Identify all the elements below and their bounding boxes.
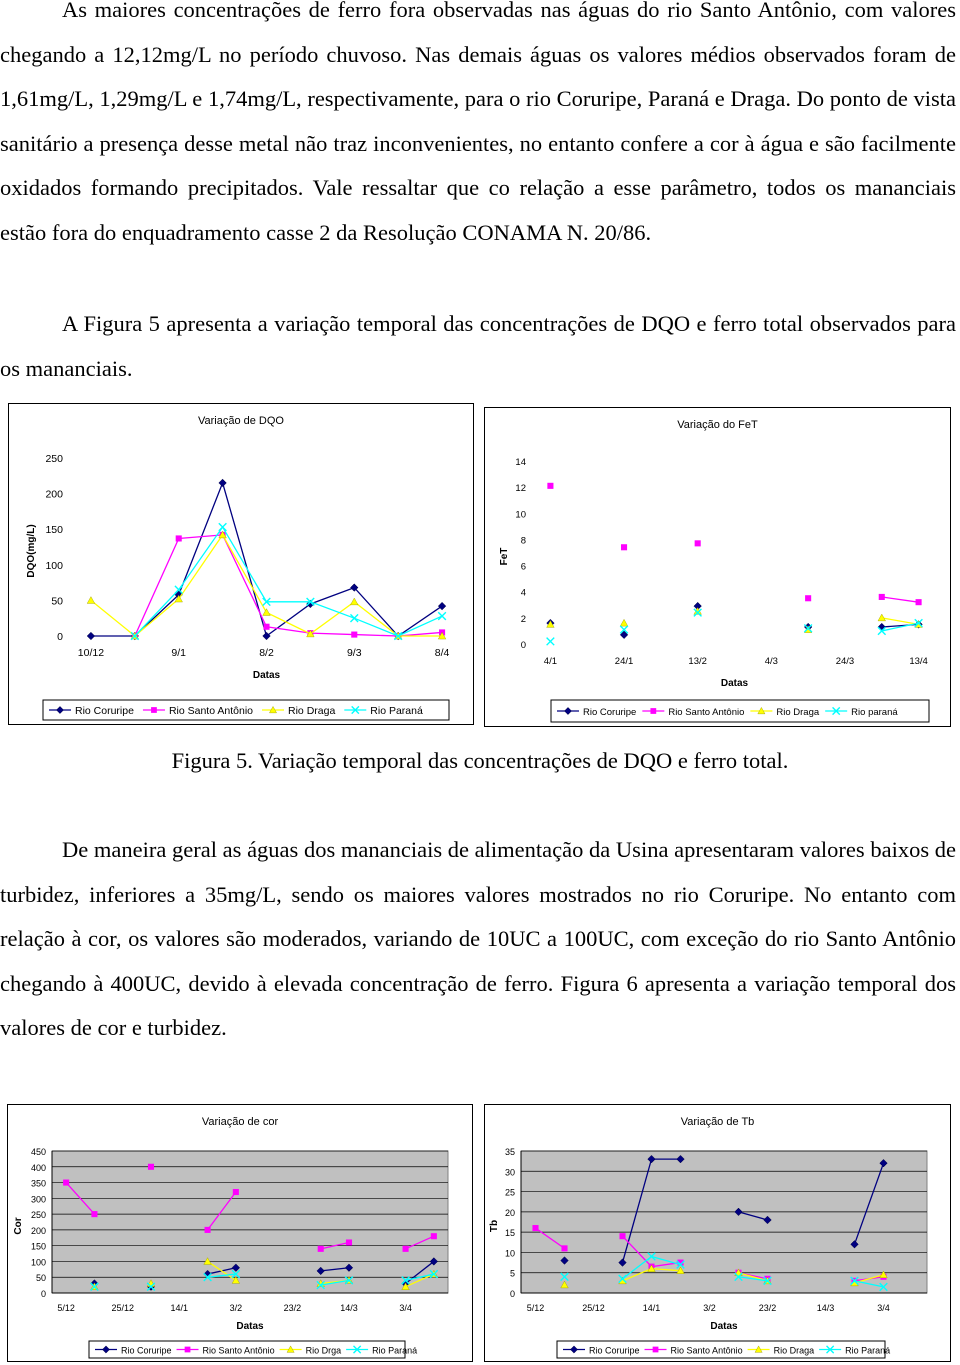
y-axis-label: FeT <box>499 547 510 566</box>
legend-label: Rio Coruripe <box>121 1345 172 1356</box>
x-tick-label: 23/2 <box>283 1303 302 1313</box>
data-point <box>233 1189 239 1195</box>
figure5-caption: Figura 5. Variação temporal das concentrações de DQO e ferro total. <box>171 748 789 773</box>
x-axis-label: Datas <box>720 678 749 689</box>
data-point <box>879 594 885 600</box>
data-point <box>351 632 357 638</box>
y-tick-label: 2 <box>520 613 526 625</box>
y-tick-label: 15 <box>504 1228 515 1239</box>
data-point <box>205 1227 211 1233</box>
y-tick-label: 150 <box>30 1241 46 1252</box>
chart-fet-svg <box>485 408 950 726</box>
chart-title: Variação de Tb <box>680 1116 755 1128</box>
y-axis-label: DQO(mg/L) <box>26 524 37 578</box>
data-point <box>350 614 358 622</box>
legend-marker <box>650 708 656 714</box>
y-tick-label: 200 <box>30 1225 46 1236</box>
x-tick-label: 3/4 <box>877 1303 890 1313</box>
y-tick-label: 0 <box>40 1289 46 1299</box>
y-tick-label: 30 <box>504 1167 515 1178</box>
chart-dqo-svg <box>9 404 473 724</box>
x-tick-label: 5/12 <box>526 1303 545 1313</box>
x-axis-label: Datas <box>252 670 281 681</box>
chart-tb-svg <box>485 1105 950 1361</box>
data-point <box>547 483 553 489</box>
legend-label: Rio paraná <box>851 707 898 718</box>
data-point <box>438 612 446 620</box>
x-tick-label: 24/3 <box>835 656 855 667</box>
legend-marker <box>185 1347 191 1353</box>
legend-label: Rio Coruripe <box>583 707 637 718</box>
y-tick-label: 5 <box>509 1268 515 1279</box>
plot-area <box>52 1151 448 1293</box>
y-tick-label: 20 <box>504 1207 515 1218</box>
y-tick-label: 10 <box>504 1248 515 1259</box>
y-tick-label: 450 <box>30 1147 46 1157</box>
data-point <box>219 479 227 487</box>
legend <box>551 700 929 722</box>
legend-label: Rio Santo Antônio <box>668 707 745 718</box>
data-point <box>91 1211 97 1217</box>
legend <box>89 1341 417 1358</box>
x-tick-label: 4/3 <box>764 656 778 667</box>
legend-label: Rio Paraná <box>370 705 423 717</box>
legend <box>43 700 449 720</box>
y-tick-label: 4 <box>520 587 526 599</box>
x-tick-label: 3/2 <box>703 1303 716 1313</box>
data-point <box>878 614 886 621</box>
chart-tb <box>484 1104 951 1362</box>
data-point <box>176 535 182 541</box>
data-point <box>547 638 555 646</box>
data-point <box>350 598 358 605</box>
legend-label: Rio Draga <box>773 1345 815 1356</box>
y-tick-label: 200 <box>45 488 63 501</box>
data-point <box>431 1233 437 1239</box>
x-tick-label: 13/4 <box>909 656 928 667</box>
legend-label: Rio Santo Antônio <box>670 1345 743 1356</box>
x-tick-label: 8/2 <box>259 647 274 659</box>
data-point <box>148 1164 154 1170</box>
chart-title: Variação de cor <box>201 1116 279 1128</box>
paragraph-turbidity: De maneira geral as águas dos mananciais de alimentação da Usina apresentaram valores baixos de turbidez, inferiores a 35mg/L, sendo os maiores valores mostrados no rio Coruripe. No entanto com relação à cor, os valores são moderados, variando de 10UC a 100UC, com exceção do rio Santo Antônio chegando à 400UC, devido à elevada concentração de ferro. Figura 6 apresenta a variação temporal dos valores de cor e turbidez. <box>0 837 956 1041</box>
chart-cor-svg <box>8 1105 472 1361</box>
x-tick-label: 4/1 <box>543 656 558 667</box>
y-tick-label: 400 <box>30 1162 46 1173</box>
x-tick-label: 24/1 <box>614 656 634 667</box>
data-point <box>695 540 701 546</box>
data-point <box>620 619 628 626</box>
y-tick-label: 35 <box>504 1147 515 1157</box>
x-tick-label: 14/3 <box>340 1303 358 1313</box>
data-point <box>916 599 922 605</box>
x-tick-label: 25/12 <box>582 1303 605 1313</box>
y-tick-label: 0 <box>520 640 526 651</box>
data-point <box>619 1233 625 1239</box>
x-tick-label: 9/3 <box>346 647 362 659</box>
chart-title: Variação de DQO <box>197 415 285 427</box>
legend-label: Rio Santo Antônio <box>168 705 254 717</box>
legend-label: Rio Draga <box>288 705 336 717</box>
y-tick-label: 350 <box>30 1178 46 1189</box>
y-tick-label: 0 <box>509 1289 515 1299</box>
legend-label: Rio Draga <box>776 707 820 718</box>
x-tick-label: 13/2 <box>688 656 707 667</box>
chart-title: Variação do FeT <box>677 419 758 431</box>
paragraph-figure5-intro: A Figura 5 apresenta a variação temporal das concentrações de DQO e ferro total observados para os mananciais. <box>0 311 956 381</box>
series-3 <box>547 609 923 645</box>
y-tick-label: 100 <box>45 559 63 572</box>
x-tick-label: 5/12 <box>57 1303 75 1313</box>
data-point <box>87 632 95 640</box>
data-point <box>561 1245 567 1251</box>
chart-cor <box>7 1104 473 1362</box>
x-tick-label: 10/12 <box>77 647 105 659</box>
y-tick-label: 8 <box>520 535 526 547</box>
y-tick-label: 50 <box>35 1273 46 1284</box>
series-line <box>135 535 442 636</box>
legend-marker <box>151 707 157 713</box>
data-point <box>532 1225 538 1231</box>
y-tick-label: 100 <box>30 1257 46 1268</box>
x-axis-label: Datas <box>236 1321 264 1332</box>
legend-label: Rio Coruripe <box>589 1345 640 1356</box>
y-axis-label: Cor <box>13 1217 24 1235</box>
data-point <box>263 624 269 630</box>
y-tick-label: 0 <box>57 631 63 643</box>
x-tick-label: 14/1 <box>170 1303 189 1313</box>
legend <box>557 1341 890 1358</box>
y-tick-label: 250 <box>30 1210 46 1221</box>
legend-label: Rio Drga <box>305 1345 342 1356</box>
x-tick-label: 3/4 <box>399 1303 412 1313</box>
data-point <box>346 1239 352 1245</box>
series-line <box>882 618 919 625</box>
x-tick-label: 14/3 <box>816 1303 835 1313</box>
y-tick-label: 150 <box>45 524 63 537</box>
series-2 <box>547 608 923 633</box>
series-line <box>91 535 442 636</box>
data-point <box>621 544 627 550</box>
data-point <box>318 1246 324 1252</box>
paragraph-iron: As maiores concentrações de ferro fora observadas nas águas do rio Santo Antônio, com valores chegando a 12,12mg/L no período chuvoso. Nas demais águas os valores médios observados foram de 1,61mg/L, 1,29mg/L e 1,74mg/L, respectivamente, para o rio Coruripe, Paraná e Draga. Do ponto de vista sanitário a presença desse metal não traz inconvenientes, no entanto confere a cor à água e são facilmente oxidados formando precipitados. Vale ressaltar que co relação a esse parâmetro, todos os mananciais estão fora do enquadramento casse 2 da Resolução CONAMA N. 20/86. <box>0 0 956 245</box>
x-tick-label: 23/2 <box>758 1303 777 1313</box>
legend-label: Rio Coruripe <box>75 705 134 717</box>
legend-label: Rio Santo Antônio <box>202 1345 275 1356</box>
y-tick-label: 300 <box>30 1194 46 1205</box>
x-tick-label: 3/2 <box>229 1303 243 1313</box>
x-axis-label: Datas <box>710 1321 738 1332</box>
legend-label: Rio Paraná <box>372 1345 418 1356</box>
data-point <box>878 623 886 631</box>
x-tick-label: 9/1 <box>171 647 187 659</box>
data-point <box>438 602 446 610</box>
x-tick-label: 8/4 <box>434 647 450 659</box>
y-tick-label: 250 <box>45 453 63 465</box>
chart-dqo <box>8 403 474 725</box>
y-tick-label: 50 <box>51 595 63 608</box>
legend-label: Rio Paraná <box>845 1345 891 1356</box>
plot-area <box>521 1151 927 1293</box>
y-tick-label: 12 <box>515 483 526 495</box>
chart-fet <box>484 407 951 727</box>
legend-marker <box>653 1347 659 1353</box>
y-tick-label: 6 <box>520 561 526 573</box>
data-point <box>805 595 811 601</box>
series-0 <box>547 602 923 638</box>
series-line <box>882 597 919 602</box>
data-point <box>403 1246 409 1252</box>
y-tick-label: 10 <box>515 509 526 521</box>
x-tick-label: 25/12 <box>111 1303 134 1313</box>
data-point <box>87 597 95 604</box>
y-axis-label: Tb <box>489 1219 500 1233</box>
data-point <box>63 1180 69 1186</box>
y-tick-label: 25 <box>504 1187 515 1198</box>
data-point <box>263 609 271 616</box>
y-tick-label: 14 <box>515 457 526 468</box>
series-1 <box>547 483 921 605</box>
x-tick-label: 14/1 <box>642 1303 661 1313</box>
data-point <box>219 523 227 531</box>
